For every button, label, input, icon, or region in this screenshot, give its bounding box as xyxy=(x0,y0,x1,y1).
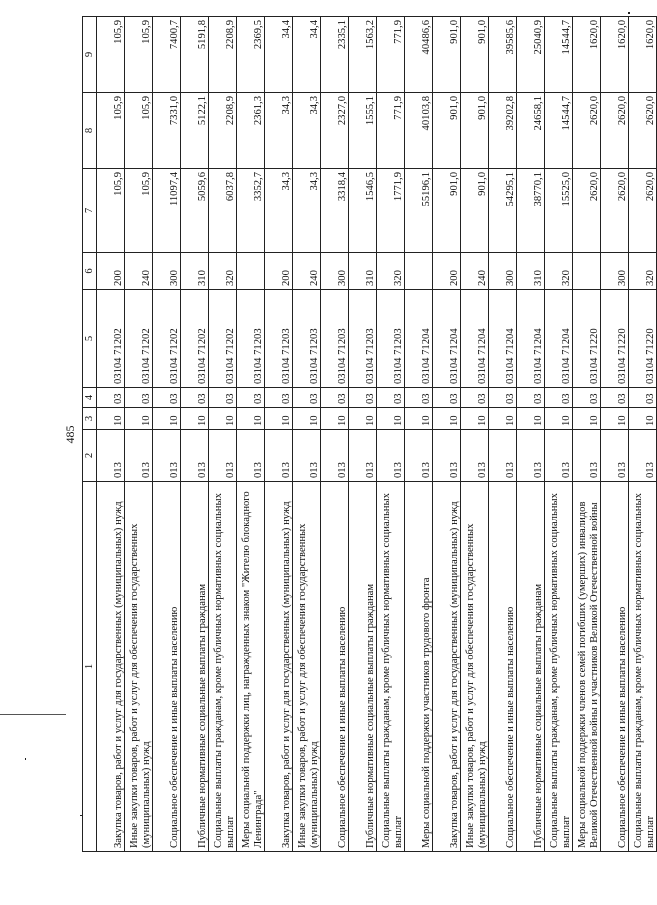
expense-type-code: 300 xyxy=(489,253,517,290)
amount-year-1: 55196,1 xyxy=(405,169,433,253)
ved-code: 013 xyxy=(349,430,377,482)
section-code: 10 xyxy=(153,408,181,430)
expense-type-code: 320 xyxy=(377,253,405,290)
amount-year-2: 2620,0 xyxy=(601,93,629,169)
amount-year-3: 7400,7 xyxy=(153,17,181,93)
table-row xyxy=(433,17,461,852)
target-article-code: 03104 71202 xyxy=(209,290,237,388)
expense-type-code xyxy=(237,253,265,290)
row-name: Социальные выплаты гражданам, кроме публичных нормативных социальных выплат xyxy=(209,482,237,852)
ved-code: 013 xyxy=(489,430,517,482)
row-name: Закупка товаров, работ и услуг для государственных (муниципальных) нужд xyxy=(97,482,125,852)
amount-year-1: 34,3 xyxy=(293,169,321,253)
amount-year-3: 1620,0 xyxy=(629,17,657,93)
column-header: 8 xyxy=(83,93,97,169)
ved-code: 013 xyxy=(629,430,657,482)
amount-year-1: 34,3 xyxy=(265,169,293,253)
table-row xyxy=(349,17,377,852)
amount-year-1: 15525,0 xyxy=(545,169,573,253)
column-header: 1 xyxy=(83,482,97,852)
amount-year-1: 3352,7 xyxy=(237,169,265,253)
target-article-code: 03104 71203 xyxy=(237,290,265,388)
subsection-code: 03 xyxy=(433,388,461,408)
amount-year-2: 24658,1 xyxy=(517,93,545,169)
ved-code: 013 xyxy=(573,430,601,482)
expense-type-code xyxy=(405,253,433,290)
ved-code: 013 xyxy=(433,430,461,482)
expense-type-code: 200 xyxy=(265,253,293,290)
amount-year-3: 2335,1 xyxy=(321,17,349,93)
row-name: Публичные нормативные социальные выплаты гражданам xyxy=(349,482,377,852)
subsection-code: 03 xyxy=(97,388,125,408)
target-article-code: 03104 71204 xyxy=(433,290,461,388)
table-row xyxy=(181,17,209,852)
amount-year-1: 1771,9 xyxy=(377,169,405,253)
expense-type-code: 240 xyxy=(461,253,489,290)
expense-type-code: 200 xyxy=(97,253,125,290)
subsection-code: 03 xyxy=(265,388,293,408)
subsection-code: 03 xyxy=(405,388,433,408)
table-row xyxy=(265,17,293,852)
section-code: 10 xyxy=(321,408,349,430)
subsection-code: 03 xyxy=(153,388,181,408)
table-row xyxy=(125,17,153,852)
ved-code: 013 xyxy=(517,430,545,482)
expense-type-code: 310 xyxy=(181,253,209,290)
target-article-code: 03104 71204 xyxy=(517,290,545,388)
target-article-code: 03104 71202 xyxy=(181,290,209,388)
column-number-row xyxy=(83,17,97,852)
amount-year-2: 39202,8 xyxy=(489,93,517,169)
ved-code: 013 xyxy=(153,430,181,482)
subsection-code: 03 xyxy=(321,388,349,408)
table-row xyxy=(321,17,349,852)
row-name: Социальное обеспечение и иные выплаты населению xyxy=(601,482,629,852)
table-row xyxy=(517,17,545,852)
target-article-code: 03104 71202 xyxy=(125,290,153,388)
section-code: 10 xyxy=(293,408,321,430)
section-code: 10 xyxy=(97,408,125,430)
row-name: Социальные выплаты гражданам, кроме публичных нормативных социальных выплат xyxy=(545,482,573,852)
page-number: 485 xyxy=(63,425,77,444)
amount-year-1: 54295,1 xyxy=(489,169,517,253)
target-article-code: 03104 71220 xyxy=(629,290,657,388)
expense-type-code: 240 xyxy=(125,253,153,290)
target-article-code: 03104 71203 xyxy=(321,290,349,388)
section-code: 10 xyxy=(265,408,293,430)
amount-year-3: 901,0 xyxy=(433,17,461,93)
ved-code: 013 xyxy=(321,430,349,482)
amount-year-2: 2327,0 xyxy=(321,93,349,169)
amount-year-3: 39585,6 xyxy=(489,17,517,93)
row-name: Социальное обеспечение и иные выплаты населению xyxy=(153,482,181,852)
section-code: 10 xyxy=(433,408,461,430)
subsection-code: 03 xyxy=(517,388,545,408)
table-row xyxy=(629,17,657,852)
amount-year-1: 105,9 xyxy=(125,169,153,253)
expense-type-code: 320 xyxy=(629,253,657,290)
amount-year-1: 2620,0 xyxy=(629,169,657,253)
amount-year-2: 1555,1 xyxy=(349,93,377,169)
row-name: Иные закупки товаров, работ и услуг для обеспечения государственных (муниципальных) нужд xyxy=(125,482,153,852)
section-code: 10 xyxy=(349,408,377,430)
ved-code: 013 xyxy=(377,430,405,482)
amount-year-3: 105,9 xyxy=(125,17,153,93)
amount-year-3: 1620,0 xyxy=(601,17,629,93)
amount-year-2: 2208,9 xyxy=(209,93,237,169)
expense-type-code: 310 xyxy=(517,253,545,290)
section-code: 10 xyxy=(517,408,545,430)
target-article-code: 03104 71202 xyxy=(97,290,125,388)
subsection-code: 03 xyxy=(545,388,573,408)
target-article-code: 03104 71203 xyxy=(265,290,293,388)
ved-code: 013 xyxy=(209,430,237,482)
target-article-code: 03104 71204 xyxy=(405,290,433,388)
expense-type-code: 300 xyxy=(153,253,181,290)
section-code: 10 xyxy=(489,408,517,430)
subsection-code: 03 xyxy=(489,388,517,408)
expense-type-code: 240 xyxy=(293,253,321,290)
table-row xyxy=(601,17,629,852)
table-row xyxy=(573,17,601,852)
amount-year-1: 5059,6 xyxy=(181,169,209,253)
section-code: 10 xyxy=(377,408,405,430)
section-code: 10 xyxy=(237,408,265,430)
row-name: Публичные нормативные социальные выплаты гражданам xyxy=(517,482,545,852)
subsection-code: 03 xyxy=(461,388,489,408)
table-row xyxy=(237,17,265,852)
amount-year-3: 34,4 xyxy=(265,17,293,93)
amount-year-1: 1546,5 xyxy=(349,169,377,253)
amount-year-1: 105,9 xyxy=(97,169,125,253)
amount-year-2: 40103,8 xyxy=(405,93,433,169)
row-name: Социальные выплаты гражданам, кроме публичных нормативных социальных выплат xyxy=(377,482,405,852)
target-article-code: 03104 71204 xyxy=(461,290,489,388)
target-article-code: 03104 71202 xyxy=(153,290,181,388)
column-header: 5 xyxy=(83,290,97,388)
scan-speck xyxy=(628,12,630,14)
amount-year-3: 105,9 xyxy=(97,17,125,93)
ved-code: 013 xyxy=(545,430,573,482)
subsection-code: 03 xyxy=(237,388,265,408)
subsection-code: 03 xyxy=(293,388,321,408)
scan-speck xyxy=(25,758,26,760)
row-name: Меры социальной поддержки лиц, награжденных знаком "Жителю блокадного Ленинграда" xyxy=(237,482,265,852)
amount-year-1: 901,0 xyxy=(433,169,461,253)
amount-year-3: 40486,6 xyxy=(405,17,433,93)
amount-year-2: 14544,7 xyxy=(545,93,573,169)
amount-year-2: 2361,3 xyxy=(237,93,265,169)
amount-year-1: 2620,0 xyxy=(573,169,601,253)
amount-year-3: 771,9 xyxy=(377,17,405,93)
table-row xyxy=(461,17,489,852)
amount-year-3: 2208,9 xyxy=(209,17,237,93)
expense-type-code: 200 xyxy=(433,253,461,290)
amount-year-2: 7331,0 xyxy=(153,93,181,169)
section-code: 10 xyxy=(629,408,657,430)
amount-year-3: 5191,8 xyxy=(181,17,209,93)
section-code: 10 xyxy=(573,408,601,430)
amount-year-3: 2369,5 xyxy=(237,17,265,93)
table-row xyxy=(377,17,405,852)
target-article-code: 03104 71204 xyxy=(545,290,573,388)
row-name: Меры социальной поддержки членов семей погибших (умерших) инвалидов Великой Отечественной войны и участников Великой Отечественной войны xyxy=(573,482,601,852)
subsection-code: 03 xyxy=(209,388,237,408)
ved-code: 013 xyxy=(265,430,293,482)
row-name: Закупка товаров, работ и услуг для государственных (муниципальных) нужд xyxy=(433,482,461,852)
section-code: 10 xyxy=(545,408,573,430)
table-row xyxy=(293,17,321,852)
column-header: 9 xyxy=(83,17,97,93)
budget-table xyxy=(82,16,657,852)
amount-year-3: 1563,2 xyxy=(349,17,377,93)
section-code: 10 xyxy=(405,408,433,430)
amount-year-1: 38770,1 xyxy=(517,169,545,253)
amount-year-2: 5122,1 xyxy=(181,93,209,169)
section-code: 10 xyxy=(461,408,489,430)
table-row xyxy=(405,17,433,852)
subsection-code: 03 xyxy=(601,388,629,408)
ved-code: 013 xyxy=(405,430,433,482)
section-code: 10 xyxy=(181,408,209,430)
row-name: Социальные выплаты гражданам, кроме публичных нормативных социальных выплат xyxy=(629,482,657,852)
row-name: Социальное обеспечение и иные выплаты населению xyxy=(489,482,517,852)
expense-type-code xyxy=(573,253,601,290)
row-name: Иные закупки товаров, работ и услуг для обеспечения государственных (муниципальных) нужд xyxy=(461,482,489,852)
amount-year-2: 105,9 xyxy=(97,93,125,169)
row-name: Закупка товаров, работ и услуг для государственных (муниципальных) нужд xyxy=(265,482,293,852)
amount-year-2: 34,3 xyxy=(293,93,321,169)
amount-year-3: 901,0 xyxy=(461,17,489,93)
row-name: Социальное обеспечение и иные выплаты населению xyxy=(321,482,349,852)
expense-type-code: 300 xyxy=(601,253,629,290)
amount-year-1: 901,0 xyxy=(461,169,489,253)
ved-code: 013 xyxy=(181,430,209,482)
column-header: 2 xyxy=(83,430,97,482)
amount-year-2: 34,3 xyxy=(265,93,293,169)
rotated-document-page xyxy=(60,17,656,852)
ved-code: 013 xyxy=(97,430,125,482)
ved-code: 013 xyxy=(125,430,153,482)
row-name: Иные закупки товаров, работ и услуг для обеспечения государственных (муниципальных) нужд xyxy=(293,482,321,852)
subsection-code: 03 xyxy=(181,388,209,408)
amount-year-2: 901,0 xyxy=(433,93,461,169)
table-body xyxy=(97,17,657,852)
amount-year-2: 2620,0 xyxy=(629,93,657,169)
ved-code: 013 xyxy=(293,430,321,482)
subsection-code: 03 xyxy=(349,388,377,408)
amount-year-3: 25040,9 xyxy=(517,17,545,93)
subsection-code: 03 xyxy=(573,388,601,408)
section-code: 10 xyxy=(125,408,153,430)
expense-type-code: 310 xyxy=(349,253,377,290)
column-header: 3 xyxy=(83,408,97,430)
row-name: Публичные нормативные социальные выплаты гражданам xyxy=(181,482,209,852)
column-header: 6 xyxy=(83,253,97,290)
column-header: 7 xyxy=(83,169,97,253)
ved-code: 013 xyxy=(461,430,489,482)
amount-year-1: 6037,8 xyxy=(209,169,237,253)
amount-year-2: 771,9 xyxy=(377,93,405,169)
scan-edge-line xyxy=(0,714,66,715)
table-row xyxy=(489,17,517,852)
ved-code: 013 xyxy=(601,430,629,482)
target-article-code: 03104 71203 xyxy=(293,290,321,388)
ved-code: 013 xyxy=(237,430,265,482)
expense-type-code: 300 xyxy=(321,253,349,290)
subsection-code: 03 xyxy=(125,388,153,408)
table-row xyxy=(545,17,573,852)
target-article-code: 03104 71220 xyxy=(601,290,629,388)
subsection-code: 03 xyxy=(629,388,657,408)
amount-year-3: 14544,7 xyxy=(545,17,573,93)
expense-type-code: 320 xyxy=(209,253,237,290)
table-row xyxy=(153,17,181,852)
target-article-code: 03104 71203 xyxy=(377,290,405,388)
table-row xyxy=(209,17,237,852)
amount-year-1: 2620,0 xyxy=(601,169,629,253)
table-row xyxy=(97,17,125,852)
amount-year-3: 1620,0 xyxy=(573,17,601,93)
amount-year-3: 34,4 xyxy=(293,17,321,93)
amount-year-1: 3318,4 xyxy=(321,169,349,253)
target-article-code: 03104 71203 xyxy=(349,290,377,388)
subsection-code: 03 xyxy=(377,388,405,408)
target-article-code: 03104 71220 xyxy=(573,290,601,388)
amount-year-2: 105,9 xyxy=(125,93,153,169)
expense-type-code: 320 xyxy=(545,253,573,290)
amount-year-1: 11097,4 xyxy=(153,169,181,253)
section-code: 10 xyxy=(601,408,629,430)
row-name: Меры социальной поддержки участников трудового фронта xyxy=(405,482,433,852)
column-header: 4 xyxy=(83,388,97,408)
section-code: 10 xyxy=(209,408,237,430)
target-article-code: 03104 71204 xyxy=(489,290,517,388)
amount-year-2: 901,0 xyxy=(461,93,489,169)
amount-year-2: 2620,0 xyxy=(573,93,601,169)
